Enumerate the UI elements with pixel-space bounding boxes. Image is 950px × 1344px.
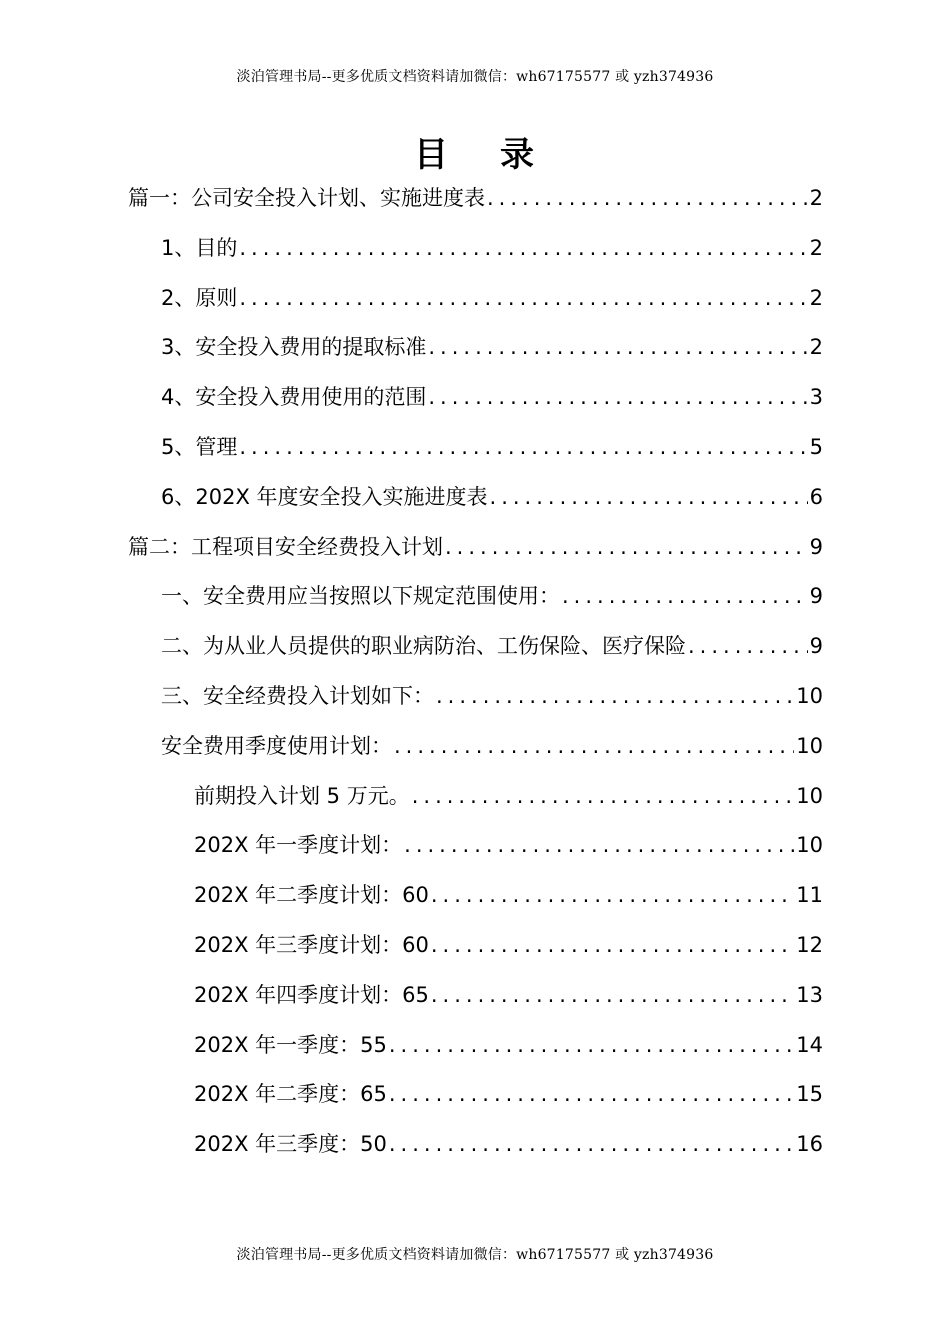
toc-entry[interactable]	[161, 331, 823, 365]
toc-entry-page-number: 5	[809, 435, 823, 459]
toc-entry[interactable]	[161, 680, 823, 714]
toc-dot-leader	[431, 933, 794, 957]
toc-dot-leader	[428, 385, 807, 409]
toc-entry-label: 2、原则	[161, 285, 238, 310]
toc-entry[interactable]	[194, 780, 823, 814]
toc-entry-page-number: 13	[796, 982, 823, 1007]
toc-dot-leader	[490, 485, 808, 509]
toc-entry-label: 202X 年二季度计划：60	[194, 883, 429, 908]
toc-dot-leader	[487, 186, 808, 210]
toc-dot-leader	[389, 1132, 794, 1156]
toc-entry[interactable]	[161, 481, 823, 515]
toc-entry-label: 202X 年三季度计划：60	[194, 933, 429, 957]
toc-entry-label: 4、安全投入费用使用的范围	[161, 385, 427, 410]
toc-entry-page-number: 10	[796, 833, 823, 858]
title-char-left: 目	[414, 135, 450, 175]
toc-entry-label: 3、安全投入费用的提取标准	[161, 335, 427, 360]
toc-dot-leader	[239, 236, 807, 260]
toc-entry[interactable]	[161, 282, 823, 316]
toc-entry[interactable]	[161, 232, 823, 266]
toc-entry-page-number: 2	[809, 335, 823, 360]
toc-entry-page-number: 6	[809, 484, 823, 509]
toc-entry-label: 6、202X 年度安全投入实施进度表	[161, 484, 488, 509]
toc-dot-leader	[404, 833, 794, 857]
toc-entry[interactable]	[161, 431, 823, 465]
toc-entry-label: 三、安全经费投入计划如下：	[161, 684, 434, 708]
title-char-right: 录	[500, 135, 536, 175]
toc-entry-page-number: 16	[796, 1132, 823, 1157]
toc-dot-leader	[239, 286, 807, 310]
toc-entry-page-number: 10	[796, 733, 823, 758]
toc-dot-leader	[389, 1082, 794, 1106]
toc-entry-label: 202X 年三季度：50	[194, 1132, 387, 1157]
toc-entry-page-number: 15	[796, 1082, 823, 1107]
toc-entry-page-number: 14	[796, 1032, 823, 1057]
toc-entry[interactable]	[128, 182, 823, 216]
toc-entry-page-number: 10	[796, 783, 823, 808]
toc-entry-page-number: 2	[809, 235, 823, 260]
toc-entry-label: 安全费用季度使用计划：	[161, 733, 392, 758]
toc-entry[interactable]	[194, 979, 823, 1013]
toc-entry[interactable]	[161, 630, 823, 664]
toc-dot-leader	[428, 335, 807, 359]
toc-entry[interactable]	[194, 1128, 823, 1162]
toc-entry[interactable]	[128, 531, 823, 565]
page-header: 淡泊管理书局--更多优质文档资料请加微信：wh67175577 或 yzh374936	[236, 69, 714, 85]
toc-entry[interactable]	[194, 1078, 823, 1112]
toc-entry-page-number: 3	[809, 385, 823, 410]
toc-entry-page-number: 2	[809, 285, 823, 310]
toc-entry-page-number: 12	[796, 933, 823, 957]
toc-entry-label: 一、安全费用应当按照以下规定范围使用：	[161, 584, 560, 609]
page-footer: 淡泊管理书局--更多优质文档资料请加微信：wh67175577 或 yzh374936	[236, 1247, 714, 1263]
toc-dot-leader	[412, 784, 795, 808]
toc-entry-label: 202X 年一季度：55	[194, 1032, 387, 1057]
toc-dot-leader	[431, 883, 794, 907]
toc-entry-label: 篇二：工程项目安全经费投入计划	[128, 534, 443, 559]
toc-entry-label: 篇一：公司安全投入计划、实施进度表	[128, 186, 485, 210]
toc-entry-label: 前期投入计划 5 万元。	[194, 783, 410, 808]
toc-dot-leader	[394, 734, 794, 758]
toc-entry-page-number: 9	[809, 534, 823, 559]
toc-entry[interactable]	[194, 1029, 823, 1063]
toc-entry-page-number: 11	[796, 883, 823, 908]
toc-dot-leader	[431, 983, 794, 1007]
toc-entry-page-number: 9	[809, 584, 823, 609]
toc-dot-leader	[562, 584, 808, 608]
page-title	[0, 127, 950, 176]
toc-dot-leader	[445, 535, 808, 559]
toc-entry[interactable]	[194, 929, 823, 963]
toc-dot-leader	[389, 1033, 794, 1057]
toc-entry-label: 202X 年一季度计划：	[194, 833, 403, 858]
toc-entry-page-number: 9	[809, 634, 823, 659]
toc-dot-leader	[239, 435, 807, 459]
toc-dot-leader	[688, 634, 808, 658]
toc-entry-label: 202X 年四季度计划：65	[194, 982, 429, 1007]
toc-entry-label: 1、目的	[161, 235, 238, 260]
toc-entry[interactable]	[161, 381, 823, 415]
toc-entry-label: 5、管理	[161, 435, 238, 459]
toc-entry[interactable]	[161, 730, 823, 764]
toc-entry[interactable]	[194, 829, 823, 863]
toc-entry[interactable]	[161, 580, 823, 614]
toc-entry[interactable]	[194, 879, 823, 913]
toc-entry-page-number: 2	[809, 186, 823, 210]
toc-dot-leader	[436, 684, 794, 708]
toc-entry-label: 二、为从业人员提供的职业病防治、工伤保险、医疗保险	[161, 634, 686, 659]
toc-entry-page-number: 10	[796, 684, 823, 708]
toc-entry-label: 202X 年二季度：65	[194, 1082, 387, 1107]
